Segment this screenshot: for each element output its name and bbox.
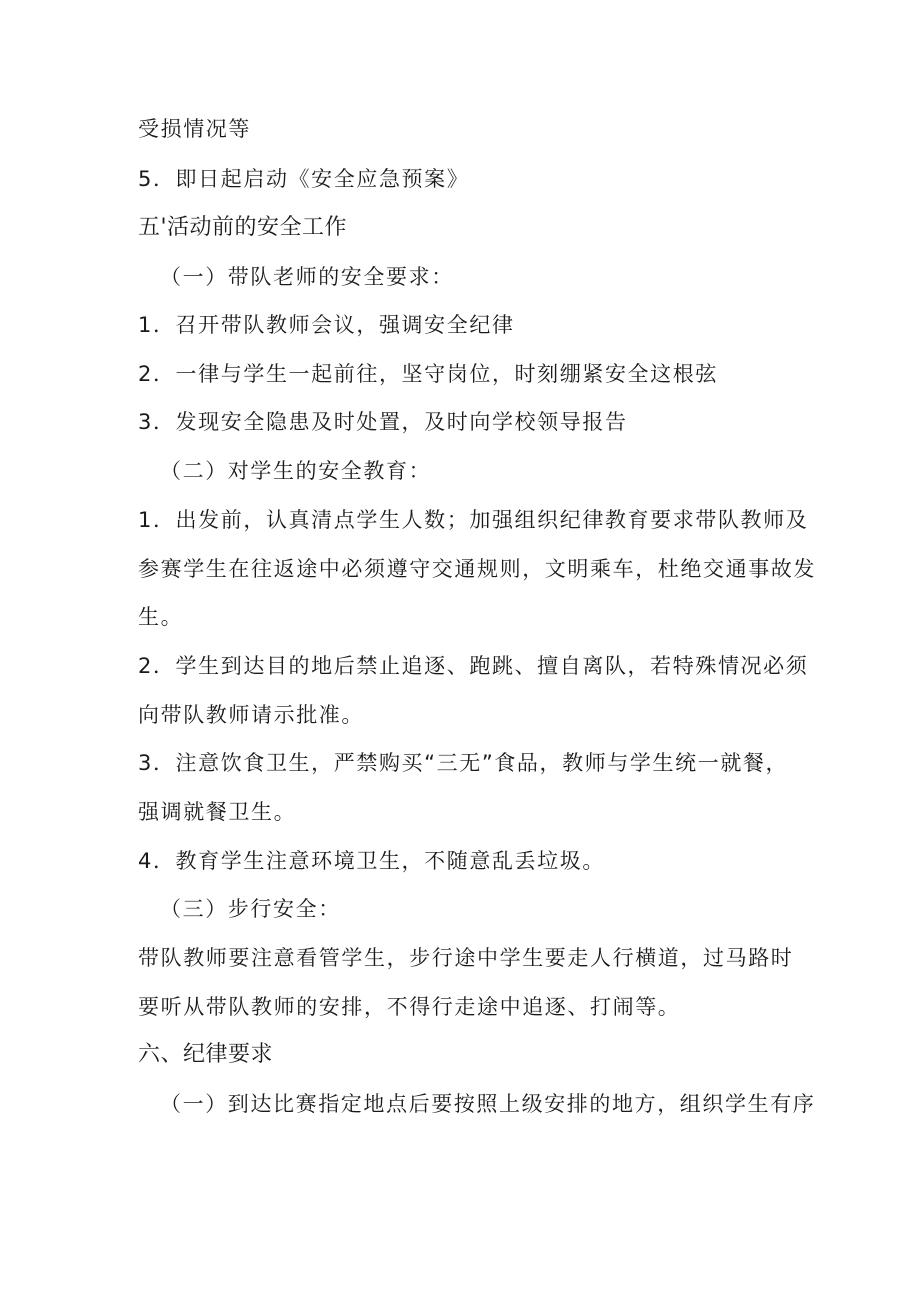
text-line-teacher-meeting: 1．召开带队教师会议，强调安全纪律 <box>138 313 515 337</box>
text-line-food-hygiene: 3．注意饮食卫生，严禁购买“三无”食品，教师与学生统一就餐， <box>138 751 789 775</box>
text-line-departure-count: 1．出发前，认真清点学生人数；加强组织纪律教育要求带队教师及 <box>138 508 809 532</box>
text-line-report-hazards: 3．发现安全隐患及时处置，及时向学校领导报告 <box>138 410 628 434</box>
text-line-dining-hygiene: 强调就餐卫生。 <box>138 800 297 824</box>
text-line-traffic-rules: 参赛学生在往返途中必须遵守交通规则，文明乘车，杜绝交通事故发 <box>138 557 816 581</box>
text-line-environment: 4．教育学生注意环境卫生，不随意乱丢垃圾。 <box>138 849 605 873</box>
section-heading-discipline: 六、纪律要求 <box>138 1042 274 1067</box>
text-line-stay-with-students: 2．一律与学生一起前往，坚守岗位，时刻绷紧安全这根弦 <box>138 362 718 386</box>
text-line-traffic-rules-end: 生。 <box>138 605 184 629</box>
text-line-follow-teacher: 要听从带队教师的安排，不得行走途中追逐、打闹等。 <box>138 995 681 1019</box>
subheading-student-education: （二）对学生的安全教育： <box>160 459 432 483</box>
text-line-crosswalk: 带队教师要注意看管学生，步行途中学生要走人行横道，过马路时 <box>138 946 794 970</box>
text-line-arrival-venue: （一）到达比赛指定地点后要按照上级安排的地方，组织学生有序 <box>160 1092 816 1116</box>
subheading-walking-safety: （三）步行安全： <box>160 897 341 921</box>
text-line-no-running: 2．学生到达目的地后禁止追逐、跑跳、擅自离队，若特殊情况必须 <box>138 654 809 678</box>
text-line-request-approval: 向带队教师请示批准。 <box>138 703 364 727</box>
text-line-damage-status: 受损情况等 <box>138 117 251 141</box>
text-line-emergency-plan: 5．即日起启动《安全应急预案》 <box>138 167 470 191</box>
section-heading-pre-activity-safety: 五'活动前的安全工作 <box>138 215 348 240</box>
subheading-teacher-requirements: （一）带队老师的安全要求： <box>160 265 454 289</box>
